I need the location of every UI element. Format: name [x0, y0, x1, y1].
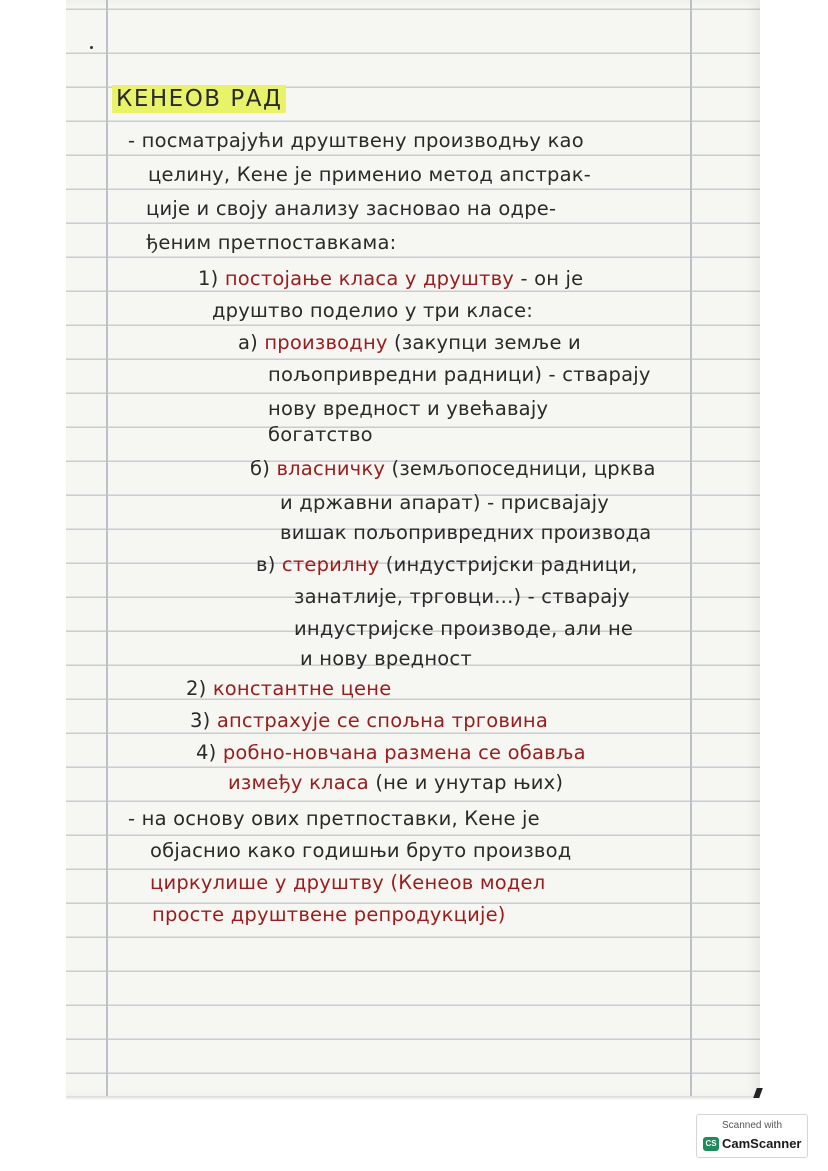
text-line-4: ђеним претпоставкама: — [146, 231, 397, 254]
text-line-25: просте друштвене репродукције) — [152, 903, 506, 926]
highlighted-title: КЕНЕОВ РАД — [112, 85, 286, 113]
scanned-with-label: Scanned with — [721, 1120, 783, 1131]
text-line-19: 3) апстрахује се спољна трговина — [190, 709, 549, 732]
camscanner-logo-icon: CS — [703, 1137, 719, 1151]
page-edge — [66, 1096, 760, 1100]
camscanner-watermark — [696, 1114, 808, 1158]
text-line-23: објаснио како годишњи бруто производ — [150, 839, 572, 862]
text-line-6: друштво поделио у три класе: — [212, 299, 534, 322]
text-line-13: вишак пољопривредних производа — [280, 521, 652, 544]
text-line-11: б) власничку (земљопоседници, црква — [250, 457, 656, 480]
text-line-15: занатлије, трговци...) - стварају — [294, 585, 630, 608]
camscanner-brand: CamScanner — [722, 1136, 802, 1151]
text-line-3: ције и своју анализу засновао на одре- — [146, 197, 557, 220]
text-line-18: 2) константне цене — [186, 677, 392, 700]
text-line-9: нову вредност и увећавају — [268, 397, 549, 420]
text-line-12: и државни апарат) - присвајају — [280, 491, 610, 514]
right-margin-line — [690, 0, 692, 1098]
left-margin-line — [106, 0, 108, 1098]
text-line-8: пољопривредни радници) - стварају — [268, 363, 651, 386]
text-line-1: - посматрајући друштвену производњу као — [128, 129, 584, 152]
text-line-14: в) стерилну (индустријски радници, — [256, 553, 638, 576]
text-line-17: и нову вредност — [300, 647, 472, 670]
text-line-7: а) производну (закупци земље и — [238, 331, 581, 354]
ink-dot — [90, 46, 93, 49]
text-line-24: циркулише у друштву (Кенеов модел — [150, 871, 546, 894]
text-line-20: 4) робно-новчана размена се обавља — [196, 741, 586, 764]
text-line-16: индустријске производе, али не — [294, 617, 634, 640]
text-line-22: - на основу ових претпоставки, Кене је — [128, 807, 540, 830]
page-title — [112, 86, 286, 113]
text-line-2: целину, Кене је применио метод апстрак- — [148, 163, 591, 186]
text-line-5: 1) постојање класа у друштву - он је — [198, 267, 584, 290]
text-line-10: богатство — [268, 423, 373, 446]
text-line-21: између класа (не и унутар њих) — [228, 771, 564, 794]
